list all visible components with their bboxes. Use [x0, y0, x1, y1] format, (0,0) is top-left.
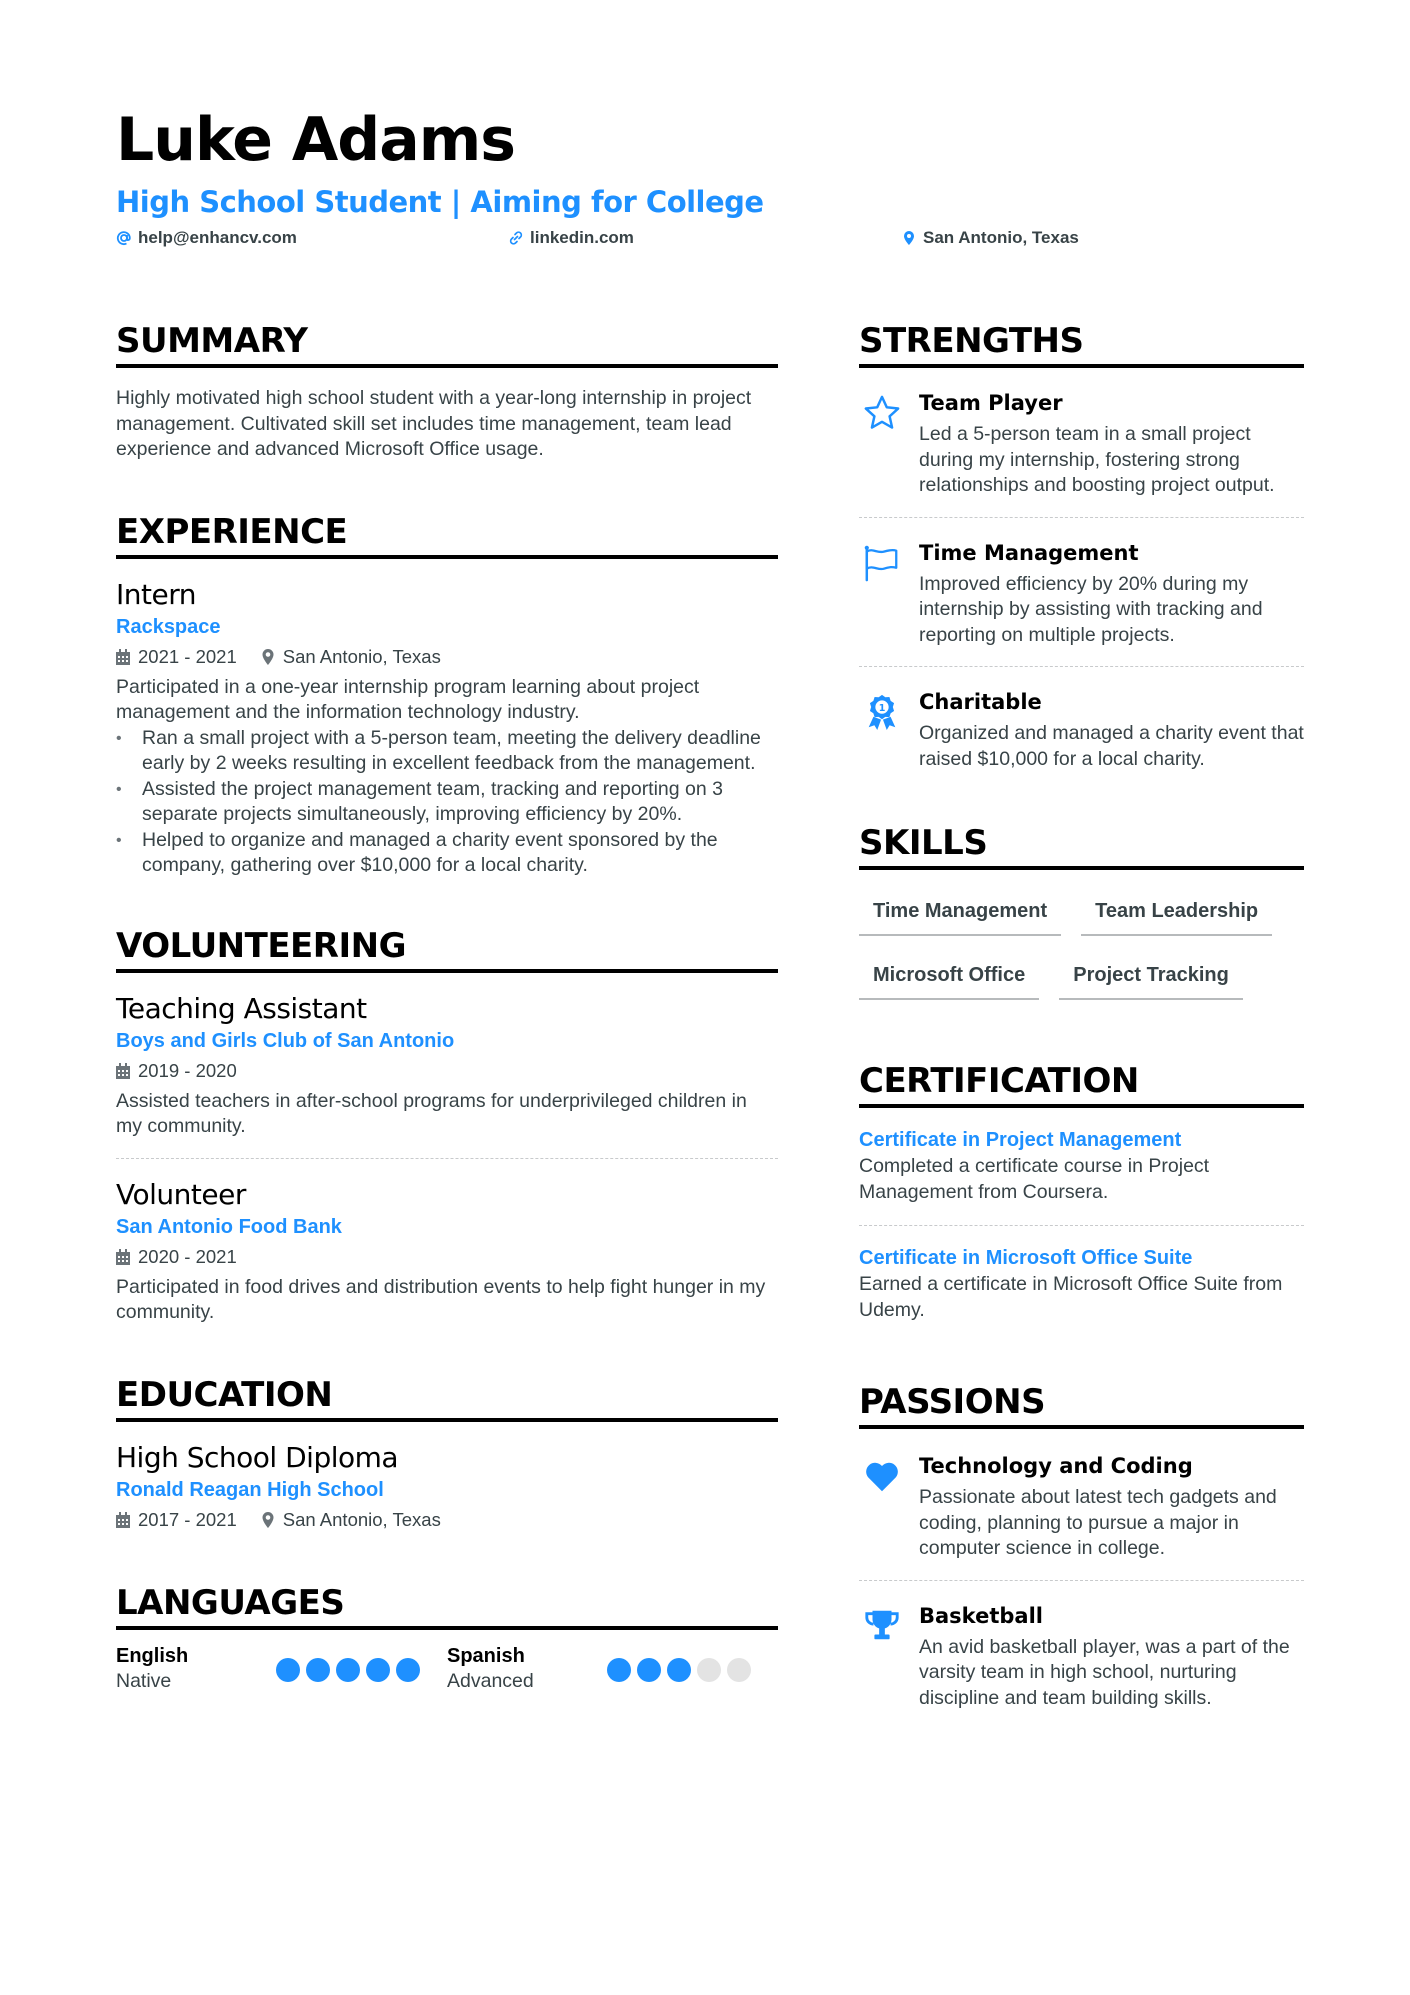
skill-tag: Team Leadership [1081, 892, 1272, 936]
volunteer-org: Boys and Girls Club of San Antonio [116, 1029, 455, 1052]
language-rating [607, 1658, 751, 1682]
entry-divider [859, 666, 1304, 667]
rating-dot-filled [276, 1658, 300, 1682]
link-icon [508, 230, 524, 246]
calendar-icon [116, 1512, 130, 1528]
job-dates: 2021 - 2021 [116, 643, 237, 671]
language-level: Native [116, 1669, 172, 1692]
passion-title: Technology and Coding [919, 1454, 1193, 1478]
experience-entry [116, 577, 778, 879]
rating-dot-filled [306, 1658, 330, 1682]
language-level: Advanced [447, 1669, 534, 1692]
summary-heading: SUMMARY [116, 320, 778, 368]
language-name: English [116, 1644, 189, 1667]
job-location: San Antonio, Texas [261, 643, 441, 671]
summary-text: Highly motivated high school student with a year-long internship in project management. Cultivated skill set includes time management, team lead experience and advanced Microsoft Office usage. [116, 387, 752, 460]
certification-heading: CERTIFICATION [859, 1060, 1304, 1108]
education-entry [116, 1440, 778, 1534]
right-column [859, 320, 1304, 1711]
candidate-title: High School Student | Aiming for College [116, 185, 764, 219]
rating-dot-filled [336, 1658, 360, 1682]
certification-item [859, 1126, 1304, 1225]
passions-heading: PASSIONS [859, 1381, 1304, 1429]
education-meta [116, 1506, 778, 1534]
passion-description: An avid basketball player, was a part of the varsity team in high school, nurturing discipline and team building skills. [919, 1635, 1290, 1709]
strength-item [859, 538, 1304, 667]
job-bullet: • Ran a small project with a 5-person team, meeting the delivery deadline early by 2 weeks resulting in excellent feedback from the management. [116, 726, 778, 777]
rating-dot-empty [727, 1658, 751, 1682]
volunteering-heading: VOLUNTEERING [116, 925, 778, 973]
skill-tag: Time Management [859, 892, 1061, 936]
volunteering-section [116, 925, 778, 1326]
language-spanish [447, 1644, 778, 1694]
strength-description: Led a 5-person team in a small project during my internship, fostering strong relationships and boosting project output. [919, 423, 1275, 496]
volunteer-description: Participated in food drives and distribution events to help fight hunger in my community. [116, 1275, 766, 1323]
job-role: Intern [116, 577, 196, 611]
map-pin-icon [901, 230, 917, 246]
certification-item [859, 1244, 1304, 1323]
volunteer-dates: 2020 - 2021 [116, 1243, 237, 1271]
volunteer-role: Volunteer [116, 1177, 246, 1211]
language-name: Spanish [447, 1644, 525, 1667]
linkedin-text: linkedin.com [530, 228, 634, 247]
rating-dot-filled [667, 1658, 691, 1682]
skill-tag: Microsoft Office [859, 956, 1039, 1000]
certification-title: Certificate in Microsoft Office Suite [859, 1247, 1193, 1269]
contact-location [901, 228, 1079, 248]
summary-section [116, 320, 778, 463]
strengths-section [859, 320, 1304, 772]
rating-dot-filled [637, 1658, 661, 1682]
volunteer-role: Teaching Assistant [116, 991, 367, 1025]
certification-title: Certificate in Project Management [859, 1129, 1182, 1151]
trophy-icon [863, 1607, 901, 1645]
at-icon [116, 230, 132, 246]
certification-section [859, 1060, 1304, 1323]
experience-heading: EXPERIENCE [116, 511, 778, 559]
flag-icon [863, 544, 901, 582]
heart-icon [863, 1457, 901, 1495]
job-description: Participated in a one-year internship program learning about project management and the information technology industry. [116, 675, 700, 723]
volunteer-org: San Antonio Food Bank [116, 1215, 342, 1238]
entry-divider [859, 517, 1304, 518]
volunteer-entry [116, 991, 778, 1158]
strengths-heading: STRENGTHS [859, 320, 1304, 368]
strength-title: Charitable [919, 690, 1042, 714]
education-school: Ronald Reagan High School [116, 1478, 384, 1501]
rating-dot-filled [607, 1658, 631, 1682]
passion-item [859, 1601, 1304, 1712]
star-icon [863, 394, 901, 432]
language-rating [276, 1658, 420, 1682]
job-bullets [116, 726, 778, 879]
passion-item [859, 1451, 1304, 1580]
entry-divider [859, 1580, 1304, 1581]
strength-item [859, 388, 1304, 517]
rating-dot-filled [366, 1658, 390, 1682]
award-ribbon-icon [863, 693, 901, 731]
strength-description: Improved efficiency by 20% during my internship by assisting with tracking and reporting on multiple projects. [919, 572, 1263, 646]
volunteer-meta [116, 1057, 778, 1085]
location-text: San Antonio, Texas [923, 228, 1079, 247]
volunteer-dates: 2019 - 2020 [116, 1057, 237, 1085]
education-dates: 2017 - 2021 [116, 1506, 237, 1534]
skills-heading: SKILLS [859, 822, 1304, 870]
strength-description: Organized and managed a charity event that raised $10,000 for a local charity. [919, 722, 1304, 770]
education-location: San Antonio, Texas [261, 1506, 441, 1534]
candidate-name: Luke Adams [116, 105, 515, 175]
education-heading: EDUCATION [116, 1374, 778, 1422]
volunteer-meta [116, 1243, 778, 1271]
contact-bar [116, 228, 1304, 252]
entry-divider [859, 1225, 1304, 1226]
job-bullet: • Helped to organize and managed a charity event sponsored by the company, gathering over $10,000 for a local charity. [116, 828, 778, 879]
contact-email[interactable] [116, 228, 297, 248]
volunteer-description: Assisted teachers in after-school programs for underprivileged children in my community. [116, 1089, 747, 1137]
calendar-icon [116, 1249, 130, 1265]
entry-divider [116, 1158, 778, 1159]
languages-heading: LANGUAGES [116, 1582, 778, 1630]
strength-title: Time Management [919, 540, 1139, 565]
strength-title: Team Player [919, 391, 1063, 415]
skills-list [859, 870, 1304, 1020]
passion-title: Basketball [919, 1603, 1043, 1628]
svg-text:1: 1 [878, 703, 886, 715]
skill-tag: Project Tracking [1059, 956, 1243, 1000]
job-company: Rackspace [116, 615, 221, 638]
rating-dot-filled [396, 1658, 420, 1682]
job-bullet: • Assisted the project management team, tracking and reporting on 3 separate projects simultaneously, improving efficiency by 20%. [116, 777, 778, 828]
education-section [116, 1374, 778, 1534]
certification-description: Completed a certificate course in Project Management from Coursera. [859, 1155, 1210, 1203]
strength-item [859, 687, 1304, 772]
passion-description: Passionate about latest tech gadgets and coding, planning to pursue a major in computer science in college. [919, 1486, 1277, 1559]
skills-section [859, 822, 1304, 1020]
experience-section [116, 511, 778, 879]
calendar-icon [116, 649, 130, 665]
rating-dot-empty [697, 1658, 721, 1682]
map-pin-icon [261, 1512, 275, 1528]
languages-list [116, 1630, 778, 1694]
job-meta [116, 643, 778, 671]
passions-section [859, 1381, 1304, 1711]
volunteer-entry [116, 1177, 778, 1326]
education-degree: High School Diploma [116, 1440, 399, 1474]
language-english [116, 1644, 447, 1694]
contact-linkedin[interactable] [508, 228, 634, 248]
map-pin-icon [261, 649, 275, 665]
left-column [116, 320, 778, 1694]
calendar-icon [116, 1063, 130, 1079]
languages-section [116, 1582, 778, 1694]
certification-description: Earned a certificate in Microsoft Office Suite from Udemy. [859, 1273, 1283, 1321]
email-text: help@enhancv.com [138, 228, 297, 247]
